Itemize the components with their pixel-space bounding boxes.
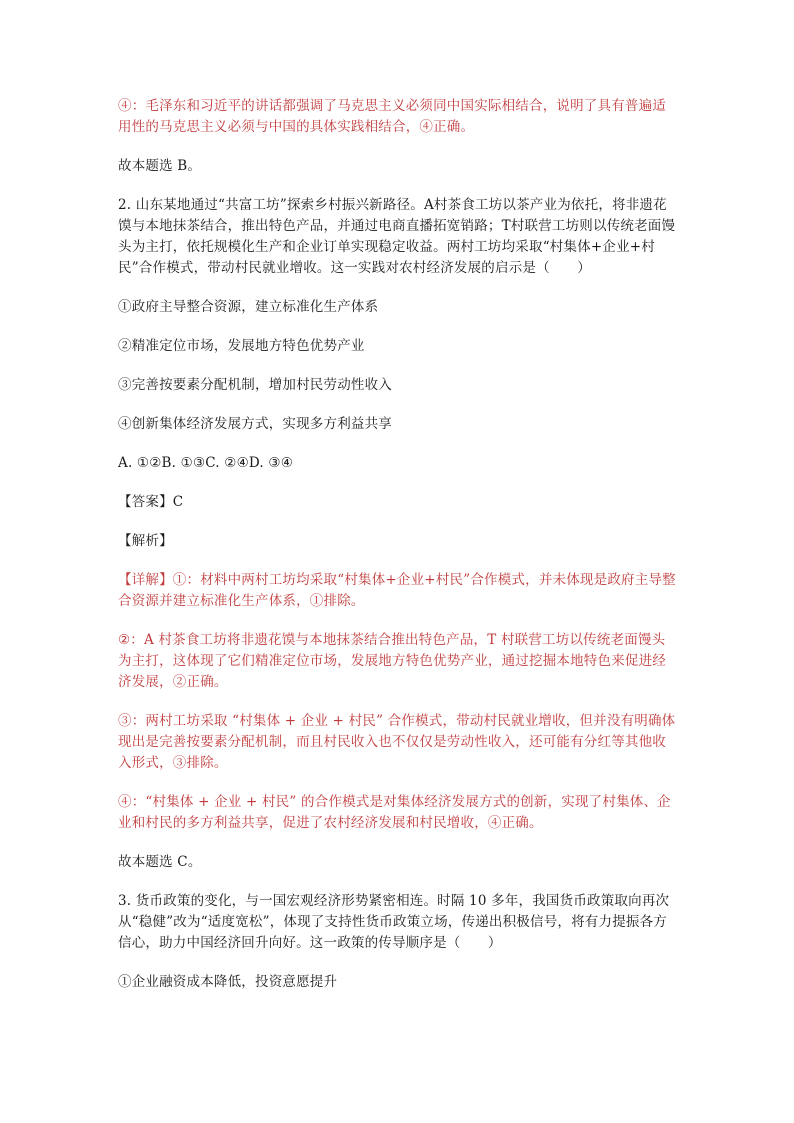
question-2-answer: 【答案】C xyxy=(118,494,184,510)
question-2-conclusion: 故本题选 C。 xyxy=(118,854,202,870)
question-2-option-3: ③完善按要素分配机制，增加村民劳动性收入 xyxy=(118,377,392,393)
question-2-analysis-heading: 【解析】 xyxy=(118,533,173,549)
question-2-detail-3: ③：两村工坊采取 “村集体 + 企业 + 村民” 合作模式，带动村民就业增收，但并没有明确体现出是完善按要素分配机制，而且村民收入也不仅仅是劳动性收入，还可能有分红等其他收入形式，③排除。 xyxy=(118,713,676,771)
question-2-option-1: ①政府主导整合资源，建立标准化生产体系 xyxy=(118,299,379,315)
question-2-option-2: ②精准定位市场，发展地方特色优势产业 xyxy=(118,338,365,354)
question-2-choices: A. ①②B. ①③C. ②④D. ③④ xyxy=(118,455,294,471)
question-3-stem: 3. 货币政策的变化，与一国宏观经济形势紧密相连。时隔 10 多年，我国货币政策取向再次从“稳健”改为“适度宽松”，体现了支持性货币政策立场，传递出积极信号，将有力提振各方信心，助力中国经济回升向好。这一政策的传导顺序是（ ） xyxy=(118,893,670,951)
prev-analysis-item-4: ④：毛泽东和习近平的讲话都强调了马克思主义必须同中国实际相结合，说明了具有普遍适用性的马克思主义必须与中国的具体实践相结合，④正确。 xyxy=(118,98,666,135)
question-2-detail-2: ②：A 村茶食工坊将非遗花馍与本地抹茶结合推出特色产品，T 村联营工坊以传统老面馒头为主打，这体现了它们精准定位市场，发展地方特色优势产业，通过挖掘本地特色来促进经济发展，②正确。 xyxy=(118,632,666,690)
question-2-detail-4: ④：“村集体 + 企业 + 村民” 的合作模式是对集体经济发展方式的创新，实现了村集体、企业和村民的多方利益共享，促进了农村经济发展和村民增收，④正确。 xyxy=(118,794,671,831)
document-page xyxy=(118,96,678,993)
prev-conclusion: 故本题选 B。 xyxy=(118,158,202,174)
question-2-detail-1: 【详解】①：材料中两村工坊均采取“村集体+企业+村民”合作模式，并未体现是政府主导整合资源并建立标准化生产体系，①排除。 xyxy=(118,572,676,609)
question-3-option-1: ①企业融资成本降低，投资意愿提升 xyxy=(118,974,338,990)
question-2-stem: 2. 山东某地通过“共富工坊”探索乡村振兴新路径。A村茶食工坊以茶产业为依托，将非遗花馍与本地抹茶结合，推出特色产品，并通过电商直播拓宽销路；T村联营工坊则以传统老面馒头为主打，依托规模化生产和企业订单实现稳定收益。两村工坊均采取“村集体+企业+村民”合作模式，带动村民就业增收。这一实践对农村经济发展的启示是（ ） xyxy=(118,197,676,276)
question-2-option-4: ④创新集体经济发展方式，实现多方利益共享 xyxy=(118,416,392,432)
